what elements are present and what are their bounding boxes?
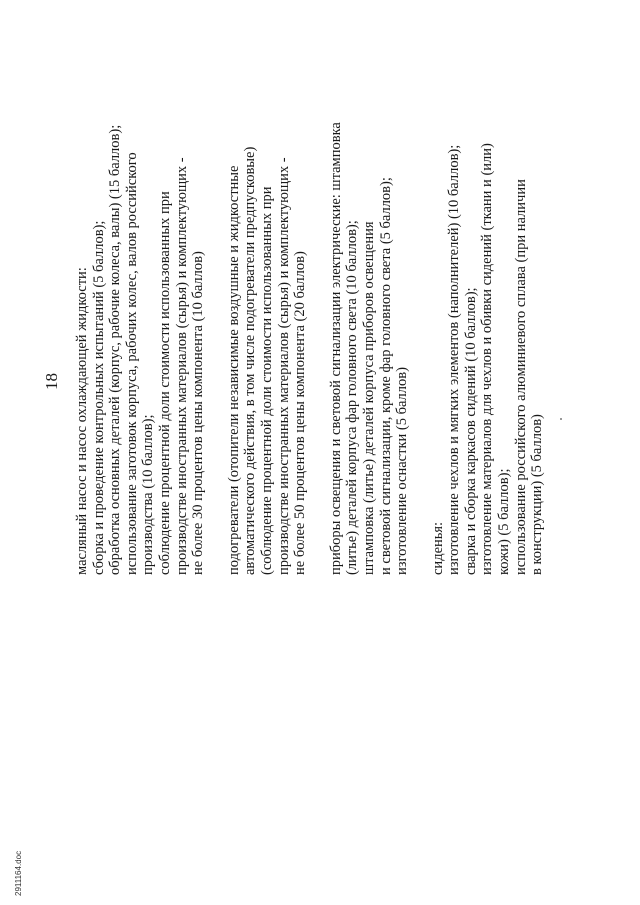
text-line: подогреватели (отопители независимые воздушные и жидкостные — [225, 165, 242, 575]
text-line: изготовление материалов для чехлов и обивки сидений (ткани и (или) — [479, 143, 496, 575]
text-line: не более 50 процентов цены компонента (20 баллов) — [292, 251, 309, 575]
text-line: производстве иностранных материалов (сырья) и комплектующих - — [275, 157, 292, 575]
text-line: не более 30 процентов цены компонента (10 баллов) — [190, 251, 207, 575]
rotated-page-content — [40, 20, 546, 830]
text-line: обработка основных деталей (корпус, рабочие колеса, валы) (15 баллов); — [107, 124, 124, 575]
text-line: масляный насос и насос охлаждающей жидкости: — [74, 267, 90, 575]
text-block-pumps — [74, 40, 207, 575]
text-line: автоматического действия, в том числе подогреватели предпусковые) — [242, 146, 259, 575]
scan-speck — [560, 418, 562, 420]
text-line: изготовление оснастки (5 баллов) — [394, 367, 411, 575]
text-line: приборы освещения и световой сигнализации электрические: штамповка — [327, 122, 344, 575]
text-line: использование заготовок корпуса, рабочих колес, валов российского — [123, 152, 140, 575]
text-line: производстве иностранных материалов (сырья) и комплектующих - — [173, 157, 190, 575]
page-text-area — [40, 20, 546, 830]
text-line: изготовление чехлов и мягких элементов (наполнителей) (10 баллов); — [446, 144, 463, 575]
text-block-seats — [430, 40, 546, 575]
text-line: соблюдение процентной доли стоимости использованных при — [156, 191, 173, 575]
text-line: штамповка (литье) деталей корпуса приборов освещения — [360, 221, 377, 575]
text-line: сварка и сборка каркасов сидений (10 баллов); — [462, 287, 479, 575]
document-code-text: 2911164.doc — [14, 850, 23, 896]
document-code — [14, 836, 26, 896]
text-line: сборка и проведение контрольных испытаний (5 баллов); — [90, 220, 107, 575]
page-number: 18 — [42, 373, 61, 390]
text-line: производства (10 баллов); — [140, 414, 157, 575]
text-line: и световой сигнализации, кроме фар головного света (5 баллов); — [377, 177, 394, 575]
text-line: (соблюдение процентной доли стоимости использованных при — [258, 186, 275, 575]
text-line: (литье) деталей корпуса фар головного света (10 баллов); — [344, 220, 361, 575]
text-block-heaters — [226, 40, 309, 575]
text-line: использование российского алюминиевого сплава (при наличии — [512, 179, 529, 575]
text-line: сиденья: — [429, 521, 446, 575]
text-blocks — [40, 40, 546, 575]
text-block-lighting — [328, 40, 411, 575]
text-line: кожи) (5 баллов); — [496, 468, 513, 575]
text-line: в конструкции) (5 баллов) — [529, 414, 546, 575]
